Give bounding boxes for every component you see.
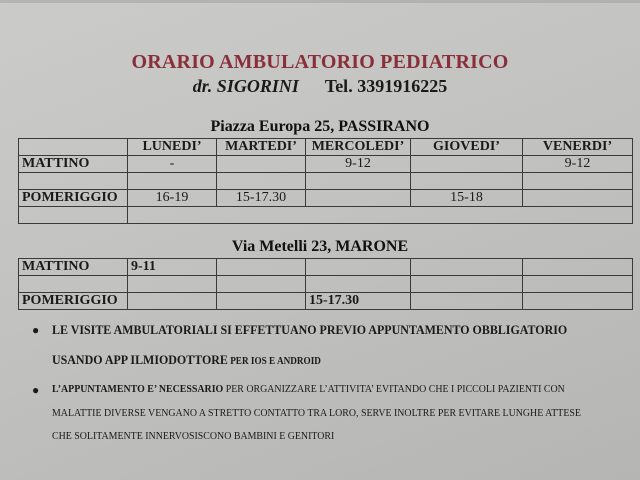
table-row (19, 156, 633, 173)
cell (306, 173, 411, 190)
phone-number: Tel. 3391916225 (324, 76, 448, 96)
header-lunedi: LUNEDI’ (128, 139, 217, 156)
table-row (19, 259, 633, 276)
row-label-pomeriggio: POMERIGGIO (19, 190, 128, 207)
cell (411, 293, 523, 310)
cell (523, 190, 633, 207)
cell (128, 276, 217, 293)
cell: 16-19 (128, 190, 217, 207)
header-mercoledi: MERCOLEDI’ (306, 139, 411, 156)
cell: 9-12 (306, 156, 411, 173)
table-row (19, 276, 633, 293)
merged-cell (128, 207, 633, 224)
note-2-emphasis: L’APPUNTAMENTO E’ NECESSARIO (52, 383, 224, 395)
table-header-row (19, 139, 633, 156)
cell (217, 293, 306, 310)
cell (217, 173, 306, 190)
row-label-empty (19, 207, 128, 224)
cell (411, 156, 523, 173)
header-giovedi: GIOVEDI’ (411, 139, 523, 156)
bullet-icon: ● (32, 323, 40, 337)
cell (128, 293, 217, 310)
cell (217, 276, 306, 293)
cell (306, 259, 411, 276)
schedule-table-passirano (18, 138, 633, 224)
cell: - (128, 156, 217, 173)
cell: 15-18 (411, 190, 523, 207)
location-title-passirano: Piazza Europa 25, PASSIRANO (210, 118, 430, 135)
note-1-line-1: LE VISITE AMBULATORIALI SI EFFETTUANO PREVIO APPUNTAMENTO OBBLIGATORIO (52, 322, 568, 337)
schedule-table-marone (18, 258, 633, 310)
header-venerdi: VENERDI’ (523, 139, 633, 156)
doctor-name: dr. SIGORINI (192, 76, 299, 96)
note-2-line-1 (52, 383, 565, 395)
cell: 9-11 (128, 259, 217, 276)
header-cell-empty (19, 139, 128, 156)
cell (523, 259, 633, 276)
cell (306, 276, 411, 293)
table-row (19, 173, 633, 190)
location-title-marone: Via Metelli 23, MARONE (231, 238, 409, 255)
row-label-pomeriggio: POMERIGGIO (19, 293, 128, 310)
cell: 9-12 (523, 156, 633, 173)
cell (306, 190, 411, 207)
table-row (19, 207, 633, 224)
note-1-line-2 (52, 352, 321, 368)
cell (217, 156, 306, 173)
cell (128, 173, 217, 190)
row-label-empty (19, 173, 128, 190)
note-2-line-3: CHE SOLITAMENTE INNERVOSISCONO BAMBINI E GENITORI (52, 430, 335, 442)
row-label-mattino: MATTINO (19, 259, 128, 276)
platforms: PER IOS E ANDROID (227, 356, 321, 367)
cell: 15-17.30 (217, 190, 306, 207)
row-label-empty (19, 276, 128, 293)
cell (411, 173, 523, 190)
note-2-line-2: MALATTIE DIVERSE VENGANO A STRETTO CONTATTO TRA LORO, SERVE INOLTRE PER EVITARE LUNGHE ATTESE (52, 407, 581, 419)
cell (411, 276, 523, 293)
header-martedi: MARTEDI’ (217, 139, 306, 156)
app-name: USANDO APP ILMIODOTTORE (52, 352, 228, 367)
cell (217, 259, 306, 276)
row-label-mattino: MATTINO (19, 156, 128, 173)
cell (523, 173, 633, 190)
page-title: ORARIO AMBULATORIO PEDIATRICO (131, 51, 509, 73)
paper-edge (0, 0, 640, 3)
cell (523, 276, 633, 293)
bullet-icon: ● (32, 383, 40, 397)
table-row (19, 293, 633, 310)
note-2-rest: PER ORGANIZZARE L’ATTIVITA’ EVITANDO CHE I PICCOLI PAZIENTI CON (223, 383, 565, 395)
cell (411, 259, 523, 276)
doctor-line (0, 76, 640, 97)
table-row (19, 190, 633, 207)
cell: 15-17.30 (306, 293, 411, 310)
cell (523, 293, 633, 310)
